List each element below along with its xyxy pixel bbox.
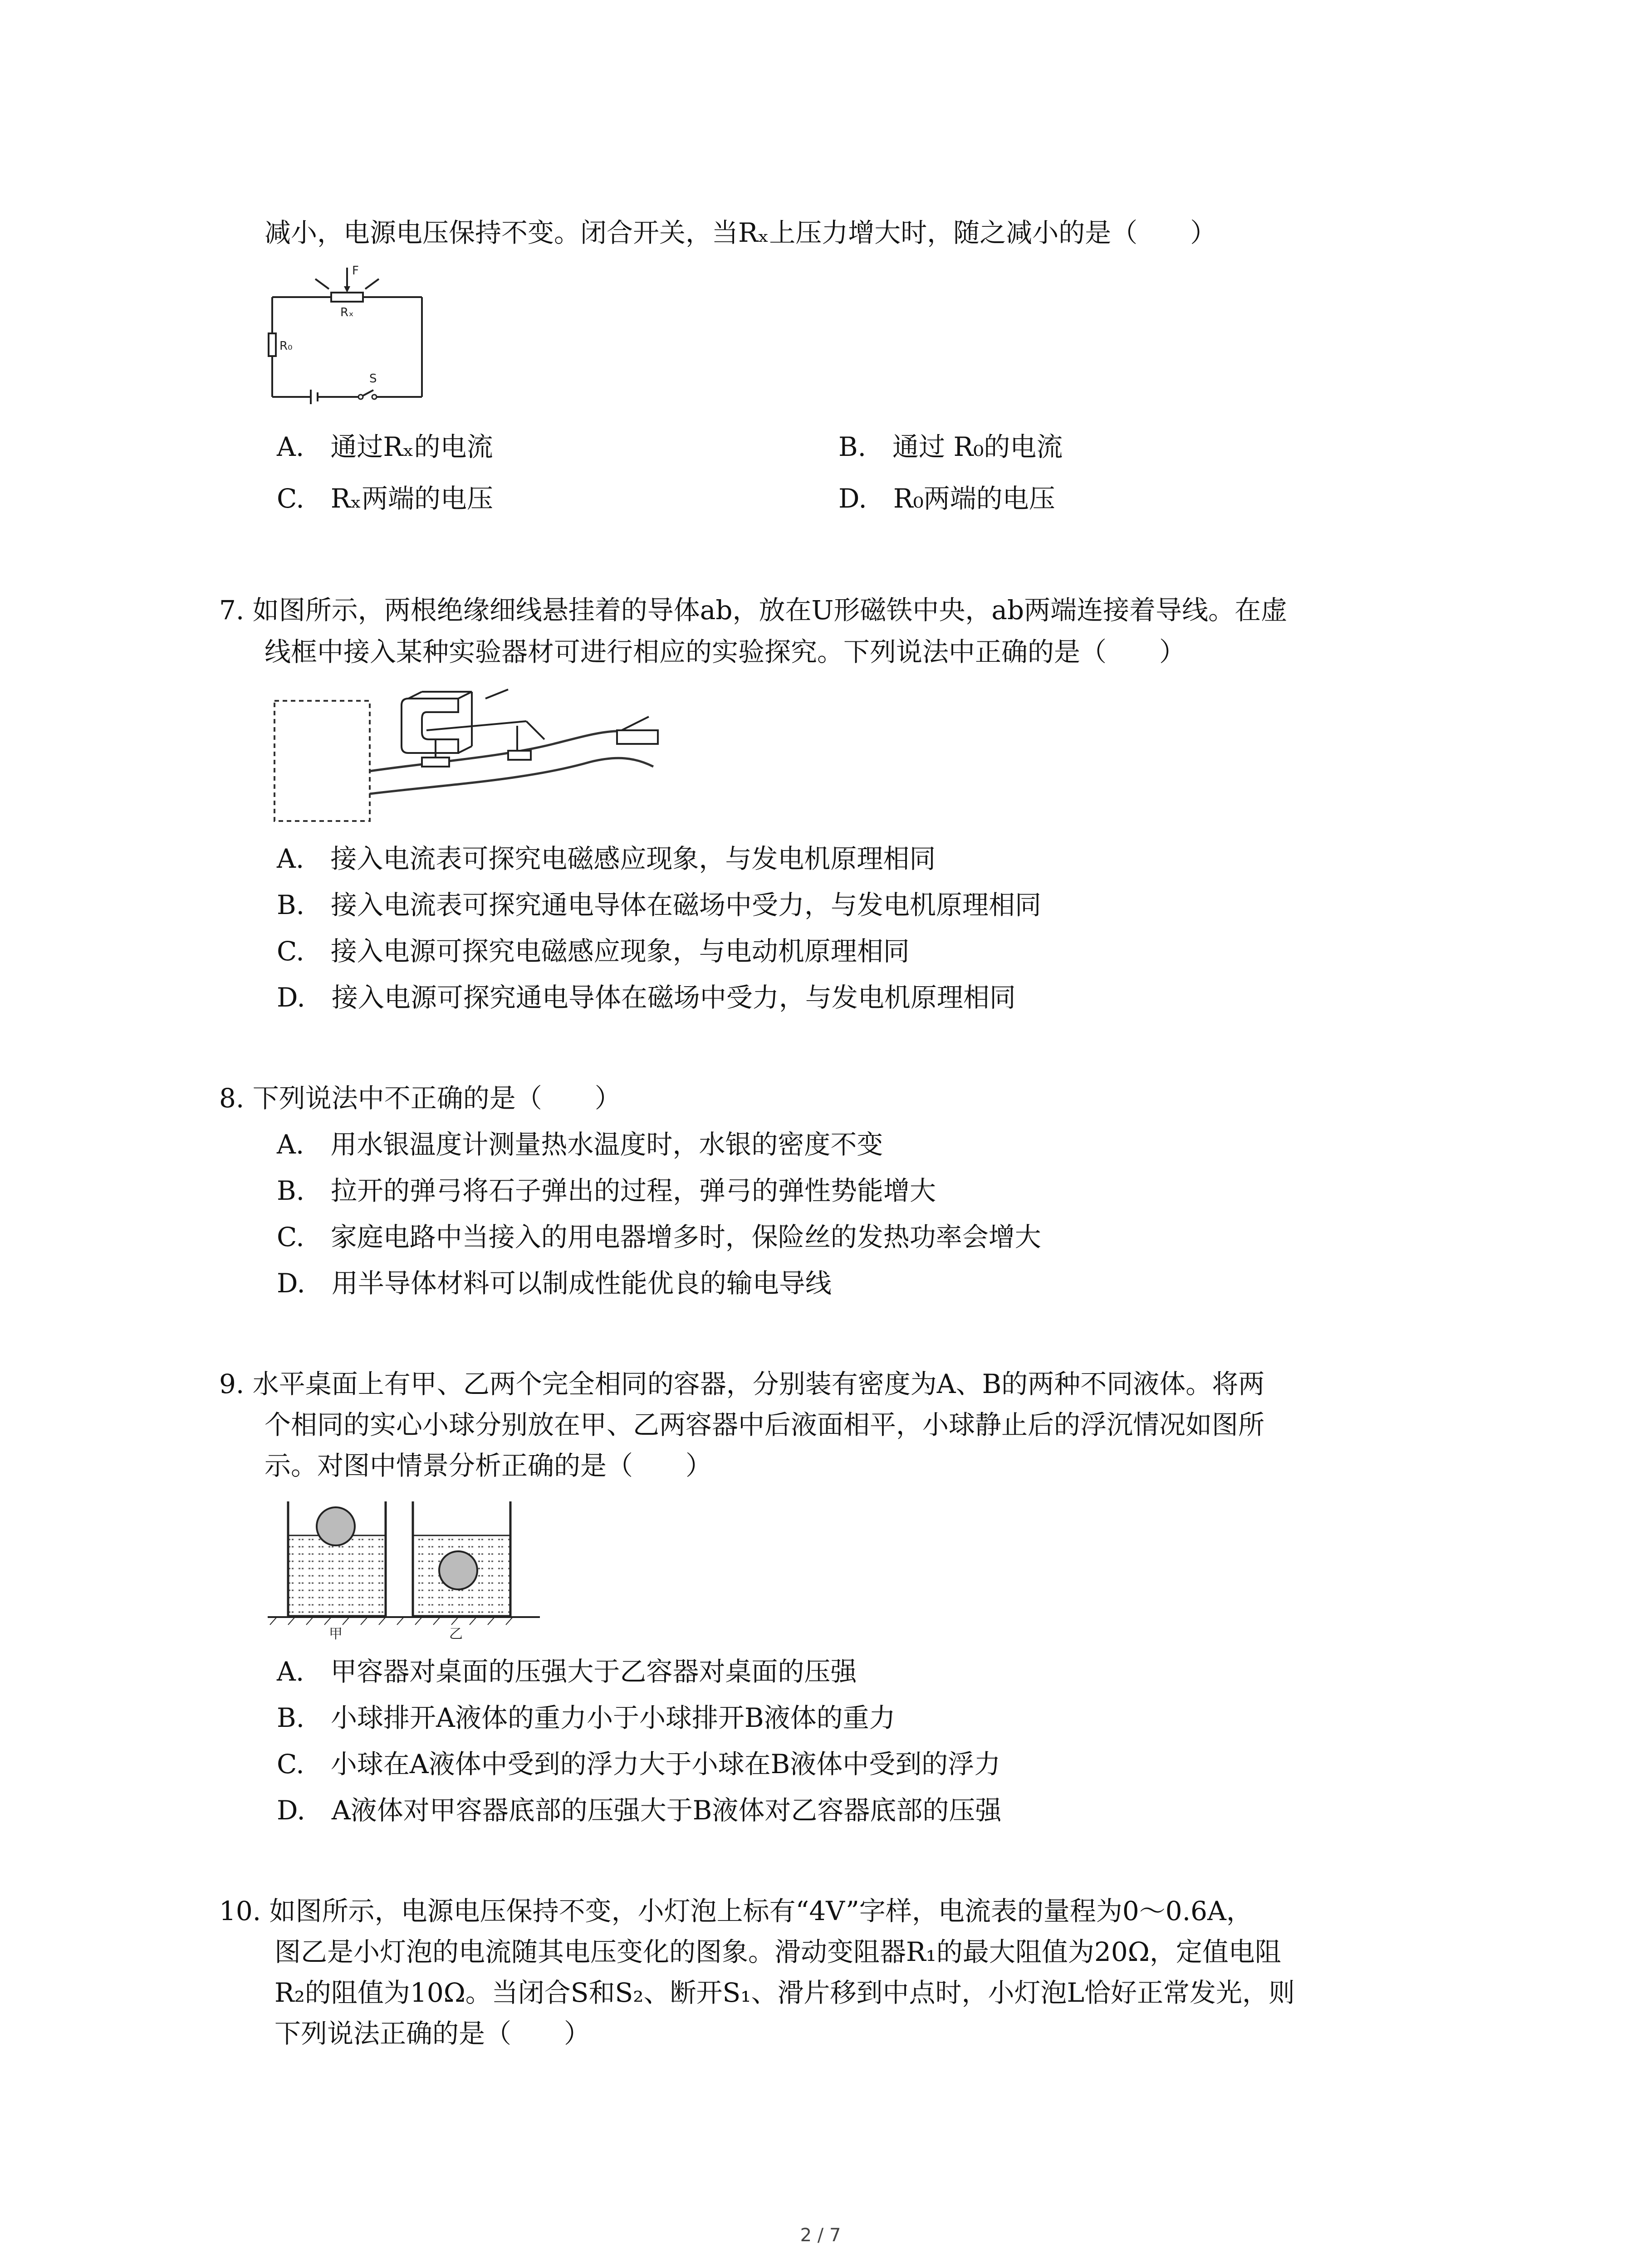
q9-stem-line-1: 9. 水平桌面上有甲、乙两个完全相同的容器，分别装有密度为A、B的两种不同液体。将两	[219, 1369, 1265, 1399]
q7-option-b[interactable]: B. 接入电流表可探究通电导体在磁场中受力，与发电机原理相同	[277, 890, 1042, 920]
page-number: 2 / 7	[800, 2225, 841, 2246]
q6-option-a[interactable]: A. 通过Rₓ的电流	[277, 431, 493, 462]
r0-label: R₀	[279, 339, 293, 353]
q7-stem-line-1: 7. 如图所示，两根绝缘细线悬挂着的导体ab，放在U形磁铁中央，ab两端连接着导线。在虚	[219, 595, 1288, 626]
q7-option-a[interactable]: A. 接入电流表可探究电磁感应现象，与发电机原理相同	[277, 843, 936, 874]
switch-label: S	[369, 372, 377, 386]
q7-option-d[interactable]: D. 接入电源可探究通电导体在磁场中受力，与发电机原理相同	[277, 982, 1016, 1013]
q9-option-a[interactable]: A. 甲容器对桌面的压强大于乙容器对桌面的压强	[277, 1656, 857, 1687]
q9-option-b[interactable]: B. 小球排开A液体的重力小于小球排开B液体的重力	[277, 1702, 896, 1733]
q8-option-b[interactable]: B. 拉开的弹弓将石子弹出的过程，弹弓的弹性势能增大	[277, 1175, 936, 1206]
q8-option-c[interactable]: C. 家庭电路中当接入的用电器增多时，保险丝的发热功率会增大	[277, 1222, 1041, 1252]
q8-option-a[interactable]: A. 用水银温度计测量热水温度时，水银的密度不变	[277, 1129, 883, 1160]
q10-stem-line-3: R₂的阻值为10Ω。当闭合S和S₂、断开S₁、滑片移到中点时，小灯泡L恰好正常发光，则	[274, 1977, 1295, 2008]
q9-stem-line-2: 个相同的实心小球分别放在甲、乙两容器中后液面相平，小球静止后的浮沉情况如图所	[265, 1409, 1265, 1440]
container-yi-label: 乙	[449, 1626, 463, 1642]
q10-stem-line-2: 图乙是小灯泡的电流随其电压变化的图象。滑动变阻器R₁的最大阻值为20Ω，定值电阻	[274, 1936, 1281, 1967]
q6-option-d[interactable]: D. R₀两端的电压	[838, 483, 1055, 514]
q6-stem-line: 减小，电源电压保持不变。闭合开关，当Rₓ上压力增大时，随之减小的是（ ）	[265, 217, 1217, 248]
q7-magnet-experiment-figure	[272, 680, 671, 830]
rx-label: Rₓ	[340, 306, 354, 319]
q9-option-d[interactable]: D. A液体对甲容器底部的压强大于B液体对乙容器底部的压强	[277, 1795, 1002, 1826]
container-jia-label: 甲	[329, 1626, 343, 1642]
q10-stem-line-1: 10. 如图所示，电源电压保持不变，小灯泡上标有“4V”字样，电流表的量程为0～0.6A，	[219, 1896, 1253, 1926]
q7-stem-line-2: 线框中接入某种实验器材可进行相应的实验探究。下列说法中正确的是（ ）	[265, 636, 1186, 667]
q8-stem: 8. 下列说法中不正确的是（ ）	[219, 1083, 621, 1114]
q7-option-c[interactable]: C. 接入电源可探究电磁感应现象，与电动机原理相同	[277, 936, 910, 967]
q9-stem-line-3: 示。对图中情景分析正确的是（ ）	[265, 1450, 712, 1481]
q9-containers-figure	[268, 1492, 540, 1642]
q10-stem-line-4: 下列说法正确的是（ ）	[274, 2018, 591, 2049]
force-label: F	[352, 264, 359, 278]
q6-option-b[interactable]: B. 通过 R₀的电流	[838, 431, 1063, 462]
q9-option-c[interactable]: C. 小球在A液体中受到的浮力大于小球在B液体中受到的浮力	[277, 1749, 1001, 1779]
q6-circuit-figure	[268, 261, 431, 406]
q6-option-c[interactable]: C. Rₓ两端的电压	[277, 483, 493, 514]
q8-option-d[interactable]: D. 用半导体材料可以制成性能优良的输电导线	[277, 1268, 832, 1299]
